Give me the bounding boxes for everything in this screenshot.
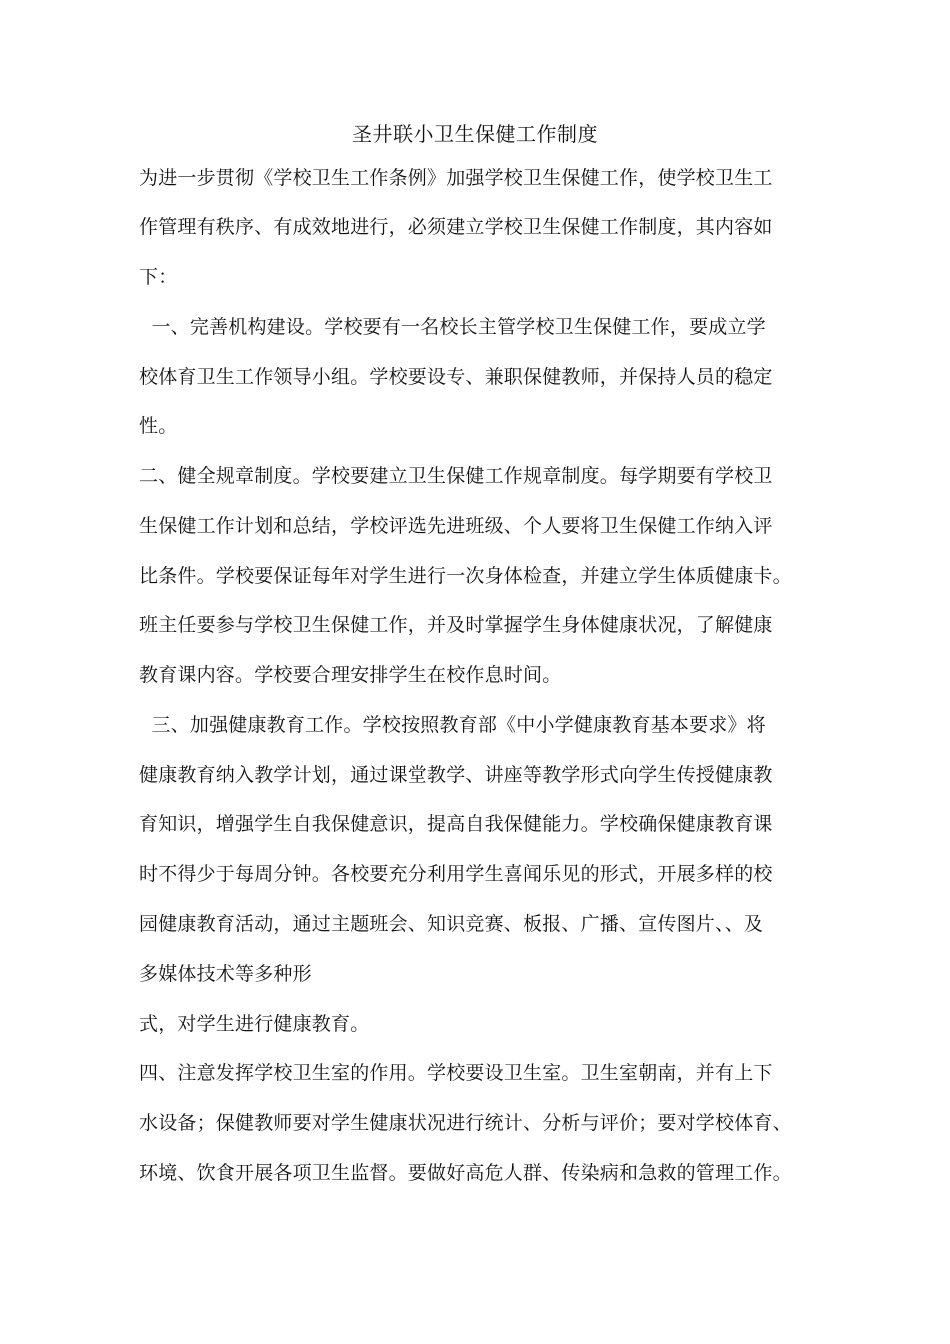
text-line: 教育课内容。学校要合理安排学生在校作息时间。 — [139, 664, 562, 686]
text-line: 健康教育纳入教学计划，通过课堂教学、讲座等教学形式向学生传授健康教 — [139, 764, 773, 786]
text-line: 水设备；保健教师要对学生健康状况进行统计、分析与评价；要对学校体育、 — [139, 1112, 792, 1134]
document-title: 圣井联小卫生保健工作制度 — [352, 122, 598, 146]
text-line: 式，对学生进行健康教育。 — [139, 1013, 370, 1035]
text-line: 班主任要参与学校卫生保健工作，并及时掌握学生身体健康状况，了解健康 — [139, 614, 773, 636]
text-line: 下： — [139, 266, 178, 288]
text-line: 时不得少于每周分钟。各校要充分利用学生喜闻乐见的形式，开展多样的校 — [139, 863, 773, 885]
text-line: 一、完善机构建设。学校要有一名校长主管学校卫生保健工作，要成立学 — [139, 316, 766, 338]
text-line: 环境、饮食开展各项卫生监督。要做好高危人群、传染病和急救的管理工作。 — [139, 1162, 792, 1184]
text-line: 性。 — [139, 415, 178, 437]
text-line: 作管理有秩序、有成效地进行，必须建立学校卫生保健工作制度，其内容如 — [139, 216, 773, 238]
text-line: 生保健工作计划和总结，学校评选先进班级、个人要将卫生保健工作纳入评 — [139, 515, 773, 537]
text-line: 多媒体技术等多种形 — [139, 963, 312, 985]
text-line: 育知识，增强学生自我保健意识，提高自我保健能力。学校确保健康教育课 — [139, 813, 773, 835]
text-line: 为进一步贯彻《学校卫生工作条例》加强学校卫生保健工作，使学校卫生工 — [139, 167, 773, 189]
text-line: 园健康教育活动，通过主题班会、知识竞赛、板报、广播、宣传图片、、及 — [139, 913, 764, 935]
text-line: 二、健全规章制度。学校要建立卫生保健工作规章制度。每学期要有学校卫 — [139, 465, 773, 487]
text-line: 校体育卫生工作领导小组。学校要设专、兼职保健教师，并保持人员的稳定 — [139, 366, 773, 388]
text-line: 三、加强健康教育工作。学校按照教育部《中小学健康教育基本要求》将 — [139, 714, 766, 736]
text-line: 比条件。学校要保证每年对学生进行一次身体检查，并建立学生体质健康卡。 — [139, 565, 792, 587]
text-line: 四、注意发挥学校卫生室的作用。学校要设卫生室。卫生室朝南，并有上下 — [139, 1062, 773, 1084]
